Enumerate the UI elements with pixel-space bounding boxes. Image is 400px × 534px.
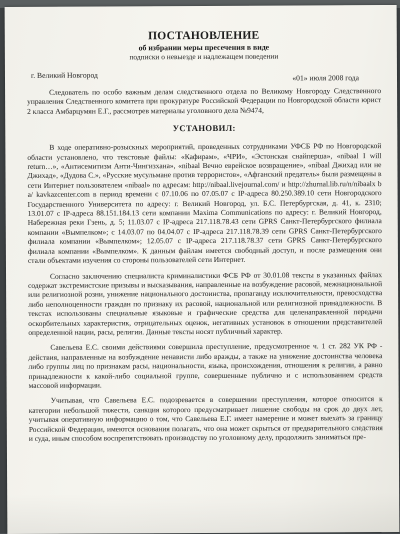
document-sheet <box>5 5 400 534</box>
place-date-line <box>27 68 381 81</box>
date: «01» июля 2008 года <box>292 73 360 83</box>
intro-paragraph: Следователь по особо важным делам следственного отдела по Великому Новгороду Следственного управления Следственного комитета при прокуратуре Российской Федерации по Новгородской области юрист 2 класса Амбарцумян Е.Г., рассмотрев материалы уголовного дела №9474, <box>27 86 382 116</box>
document-body <box>27 29 383 443</box>
document-subtitle-secondary: подписки о невыезде и надлежащем поведении <box>129 51 279 62</box>
paragraph-2: Согласно заключению специалиста криминалистики ФСБ РФ от 30.01.08 тексты в указанных файлах содержат экстремистские призывы и высказывания, направленные на возбуждение расовой, межнациональной или религиозной розни, унижение национального достоинства, пропаганду исключительности, превосходства либо неполноценности граждан по признаку их расовой, национальной или религиозной принадлежности. В текстах использованы специальные языковые и графические средства для целенаправленной передачи оскорбительных характеристик, отрицательных оценок, негативных установок в отношении представителей определенной нации, расы, религии. Данные тексты носят публичный характер. <box>28 269 383 337</box>
document-subtitle: об избрании меры пресечения в виде <box>138 42 270 53</box>
document-title: ПОСТАНОВЛЕНИЕ <box>148 29 260 43</box>
paragraph-4: Учитывая, что Савельева Е.С. подозревается в совершении преступления, которое относится к категории небольшой тяжести, санкция которого предусматривает лишение свободы на срок до двух лет, учитывая оперативную информацию о том, что Савельева Е.Г. имеет намерение и может выехать за границу Российской Федерации, имеются основания полагать, что она может скрыться от предварительного следствия и суда, иным способом воспрепятствовать производству по уголовному делу, продолжить заниматься пре- <box>28 394 383 443</box>
section-heading: УСТАНОВИЛ: <box>172 123 236 134</box>
page-shadow <box>7 492 399 534</box>
city: г. Великий Новгород <box>30 70 98 80</box>
paragraph-3: Савельева Е.С. своими действиями совершила преступление, предусмотренное ч. 1 ст. 282 УК РФ - действия, направленные на возбуждение ненависти либо вражды, а также на унижение достоинства человека либо группы лиц по признакам расы, национальности, языка, происхождения, отношения к религии, а равно принадлежности к какой-либо социальной группе, совершенные публично и с использованием средств массовой информации. <box>28 341 383 390</box>
paragraph-1: В ходе оперативно-розыскных мероприятий, проведенных сотрудниками УФСБ РФ по Новгородской области установлено, что текстовые файлы: «Кафирам», «ЧРИ», «Эстонская снайперша», «nibaal I will return…», «Антисемитизм Анти-Чингизхана», «nibaal Вечно еврейское возвращение», «nibaal Джихад или не Джихад», «Дудова С.», «Русские мусульмане против террористов», «Афганский предатель» были размещены в сети Интернет пользователем «nibaal» по адресам: http://nibaal.livejournal.com/ и http://zhurnal.lib.ru/n/nibaalx b a/ kavkazcenter.com в период времени с 07.10.06 по 07.05.07 с IP-адреса 80.250.389.10 сети Новгородского Государственного Университета по адресу: г. Великий Новгород, ул. Б.С. Петербургская, д. 41, к. 2310; 13.01.07 с IP-адреса 88.151.184.13 сети компании Maxima Communications по адресу: г. Великий Новгород, Набережная реки Гзень, д. 5; 11.03.07 с IP-адреса 217.118.78.43 сети GPRS Санкт-Петербургского филиала компании «Вымпелком»; с 14.03.07 по 04.04.07 с IP-адреса 217.118.78.39 сети GPRS Санкт-Петербургского филиала компании «Вымпелком»; 12.05.07 с IP-адреса 217.118.78.37 сети GPRS Санкт-Петербургского филиала компании «Вымпелком». К данным файлам имеется свободный доступ, и после размещения они стали объектами изучения со стороны пользователей сети Интернет. <box>27 141 382 266</box>
